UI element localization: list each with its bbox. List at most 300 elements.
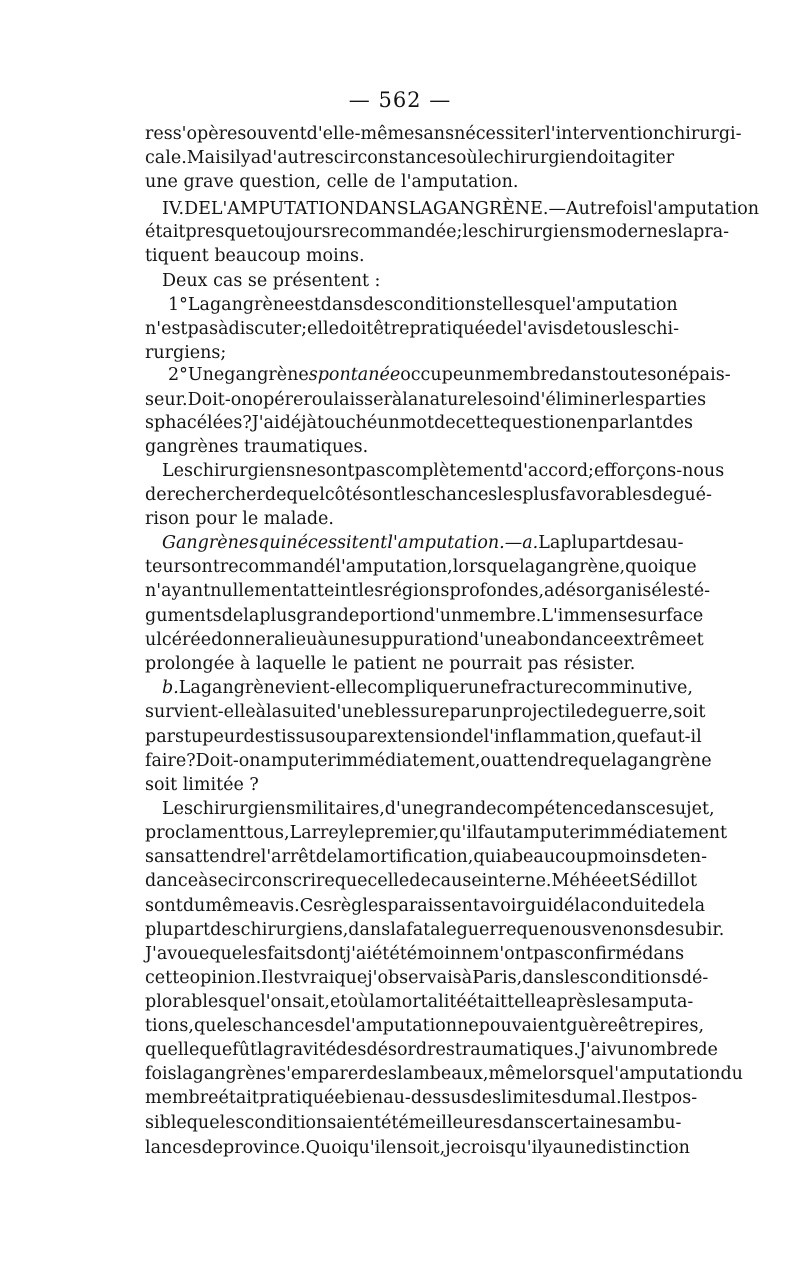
word: que	[186, 1113, 220, 1133]
word: stupeur	[175, 727, 244, 747]
page-number: — 562 —	[348, 88, 452, 112]
text-line	[145, 603, 704, 630]
text-line: rison pour le malade.	[145, 509, 334, 529]
word: tions,	[145, 1016, 194, 1036]
word: abondance	[516, 630, 614, 650]
word: guère	[566, 1016, 618, 1036]
word: pas	[354, 461, 386, 481]
word: d'elle-même	[306, 124, 415, 144]
word: la	[611, 751, 628, 771]
word: ou	[311, 390, 334, 410]
word: presque	[185, 222, 258, 242]
word: y	[542, 1138, 553, 1158]
word: certaines	[543, 1113, 626, 1133]
word: par	[145, 727, 176, 747]
word: de	[315, 847, 338, 867]
word: l'amputation	[608, 1064, 721, 1084]
word: profondes,	[449, 581, 545, 601]
text-line: Deux cas se présentent :	[162, 271, 381, 291]
word: donnera	[211, 630, 285, 650]
word: la	[677, 222, 694, 242]
word: faut	[477, 823, 513, 843]
word: pouvaient	[478, 1016, 567, 1036]
word: sont	[145, 896, 183, 916]
word: sphacélées?	[145, 413, 252, 433]
word: guerre	[456, 920, 517, 940]
word: a	[250, 148, 262, 168]
word: a	[544, 581, 555, 601]
word: de	[651, 485, 674, 505]
word: premier,	[364, 823, 440, 843]
word: du	[182, 896, 206, 916]
word: d'une	[384, 799, 434, 819]
word: occupe	[400, 365, 464, 385]
word: extension	[376, 727, 462, 747]
text-line	[145, 554, 697, 581]
word: suite	[282, 702, 326, 722]
text-line	[145, 868, 698, 895]
word: désorganisé	[554, 581, 662, 601]
word: blessure	[374, 702, 450, 722]
word: sait,	[292, 992, 330, 1012]
word: Mais	[186, 148, 230, 168]
word: chances	[251, 1016, 324, 1036]
word: qu'il	[439, 823, 478, 843]
word: circonstances	[333, 148, 456, 168]
word: interne.	[481, 871, 552, 891]
word: il	[229, 148, 241, 168]
word: fatale	[406, 920, 457, 940]
word: être	[617, 1016, 654, 1036]
word: sans	[145, 847, 185, 867]
word: les	[595, 992, 621, 1012]
text-line	[145, 941, 685, 968]
word: pires,	[653, 1016, 705, 1036]
word: en	[385, 1138, 408, 1158]
word: que	[209, 944, 243, 964]
text-line	[145, 1061, 743, 1088]
word: compétence	[496, 799, 604, 819]
word: avis.	[259, 896, 300, 916]
text-line	[145, 724, 702, 751]
word: les	[619, 390, 645, 410]
word: dont	[305, 944, 346, 964]
word: suppuration	[360, 630, 468, 650]
word: où	[455, 148, 478, 168]
word: sible	[145, 1113, 187, 1133]
word: sans	[414, 124, 455, 144]
word: Les	[162, 799, 193, 819]
text-line	[145, 1013, 705, 1040]
word: fois	[145, 1064, 177, 1084]
text-line	[145, 917, 725, 944]
word: gangrène	[192, 1064, 278, 1084]
word: soit	[673, 702, 706, 722]
word: que	[516, 920, 550, 940]
word: à	[461, 968, 473, 988]
word: gangrène	[224, 365, 309, 385]
word: compliquer	[367, 678, 468, 698]
word: parties	[644, 390, 707, 410]
word: à	[255, 702, 267, 722]
text-line	[145, 1110, 682, 1137]
word: dans	[522, 968, 565, 988]
word: d'un	[423, 606, 463, 626]
word: par	[346, 727, 377, 747]
word: de	[145, 485, 167, 505]
word: la	[337, 847, 354, 867]
word: qu'il	[504, 1138, 543, 1158]
word: survient-elle	[145, 702, 256, 722]
word: ?	[186, 751, 196, 771]
word: pas	[187, 319, 219, 339]
word: de	[264, 485, 287, 505]
word: des	[210, 920, 241, 940]
word: de	[696, 1040, 718, 1060]
word: gravité	[273, 1040, 336, 1060]
word: se	[208, 871, 228, 891]
word: et	[329, 992, 348, 1012]
word: ou	[480, 751, 503, 771]
word: des	[470, 1088, 502, 1108]
word: j'observais	[367, 968, 462, 988]
word: question	[500, 413, 577, 433]
word: lances	[145, 1138, 202, 1158]
word: de	[653, 920, 676, 940]
word: modernes	[589, 222, 678, 242]
word: ne	[295, 461, 317, 481]
text-line	[145, 219, 730, 246]
word: dans	[348, 920, 391, 940]
word: un	[377, 413, 400, 433]
word: pas	[532, 944, 564, 964]
word: immédiatement,	[335, 751, 481, 771]
word: la	[243, 606, 260, 626]
word: fracture	[500, 678, 573, 698]
word: pratiquée	[258, 1088, 345, 1108]
word: doit	[586, 148, 622, 168]
text-line: rurgiens;	[145, 343, 227, 363]
word: moins	[597, 847, 651, 867]
word: attendre	[184, 847, 261, 867]
word: amputer	[512, 823, 589, 843]
word: dans	[559, 365, 602, 385]
word: son	[647, 365, 679, 385]
word: la	[689, 896, 706, 916]
word: DE	[184, 199, 211, 219]
word: l'amputation,	[335, 557, 453, 577]
word: désordres	[366, 1040, 455, 1060]
word: confirmé	[563, 944, 643, 964]
word: dance	[145, 871, 199, 891]
word: souvent	[237, 124, 307, 144]
word: épais-	[678, 365, 731, 385]
word: faire	[145, 751, 187, 771]
word: pratiquée	[409, 319, 496, 339]
word: plupart	[560, 533, 626, 553]
word: même	[488, 1064, 543, 1084]
word: LA	[408, 199, 433, 219]
word: est	[634, 1088, 661, 1108]
word: l'intervention	[545, 124, 665, 144]
text-line	[145, 820, 728, 847]
word: militaires,	[295, 799, 385, 819]
word: de	[667, 896, 690, 916]
word: déjà	[279, 413, 317, 433]
word: province.	[223, 1138, 306, 1158]
word: membre.	[462, 606, 542, 626]
text-line	[145, 627, 704, 654]
word: traumatiques.	[454, 1040, 579, 1060]
word: la	[176, 1064, 193, 1084]
word: comminutive,	[572, 678, 693, 698]
word: Sédillot	[629, 871, 698, 891]
word: les	[242, 944, 268, 964]
word: tous	[583, 319, 622, 339]
word: agiter	[621, 148, 675, 168]
word: a	[552, 1138, 564, 1158]
word: ont	[191, 557, 220, 577]
word: GANGRÈNE.	[432, 199, 549, 219]
word: au-	[655, 533, 684, 553]
word: pra-	[693, 222, 730, 242]
word: qui	[473, 847, 502, 867]
word: circonscrire	[227, 871, 335, 891]
word: les	[621, 319, 647, 339]
word: distinction	[596, 1138, 690, 1158]
word: de	[323, 1016, 346, 1036]
word: amputa-	[620, 992, 694, 1012]
word: La	[187, 295, 210, 315]
word: cette	[455, 413, 501, 433]
word: subir.	[675, 920, 725, 940]
word: soin	[493, 390, 530, 410]
word: qu'il	[347, 1138, 386, 1158]
word: favorables	[559, 485, 652, 505]
word: conditions	[244, 1113, 337, 1133]
word: par	[449, 702, 480, 722]
word: membre	[485, 365, 560, 385]
word: en	[576, 413, 599, 433]
word: gangrène	[209, 295, 295, 315]
word: beaucoup	[511, 847, 598, 867]
word: les	[462, 222, 488, 242]
word: J'ai	[578, 1040, 607, 1060]
word: les	[400, 485, 426, 505]
word: lieu	[284, 630, 318, 650]
word: —	[504, 533, 523, 553]
word: être	[373, 319, 410, 339]
word: que	[334, 968, 368, 988]
word: l'amputation	[647, 199, 760, 219]
word: chirurgiens,	[240, 920, 349, 940]
word: ne	[457, 1016, 479, 1036]
word: le	[477, 148, 494, 168]
word: ;	[456, 222, 463, 242]
word: où	[347, 992, 370, 1012]
word: L'immense	[541, 606, 638, 626]
word: d'accord	[511, 461, 589, 481]
word: immédiatement	[588, 823, 728, 843]
word: tous,	[246, 823, 290, 843]
word: était	[145, 222, 186, 242]
word: s'emparer	[277, 1064, 367, 1084]
word: discuter;	[228, 319, 308, 339]
word: l'amputation	[565, 295, 678, 315]
word: est	[294, 295, 321, 315]
word: l'avis	[516, 319, 563, 339]
word: extrême	[613, 630, 687, 650]
word: rechercher	[166, 485, 265, 505]
word: plus	[522, 485, 560, 505]
word: à	[218, 319, 229, 339]
word: la	[574, 896, 591, 916]
word: des	[662, 413, 693, 433]
word: toujours	[257, 222, 331, 242]
word: de	[650, 847, 673, 867]
word: chances	[425, 485, 498, 505]
text-line	[145, 844, 708, 871]
word: l'inflammation,	[483, 727, 617, 747]
word: l'amputation	[345, 1016, 458, 1036]
word: d'une	[467, 630, 517, 650]
word: les	[497, 485, 523, 505]
word: mal.	[583, 1088, 622, 1108]
word: sujet,	[665, 799, 715, 819]
word: Paris,	[472, 968, 523, 988]
word: crois	[461, 1138, 505, 1158]
word: ou	[324, 727, 347, 747]
word: J'ai	[251, 413, 280, 433]
word: même	[205, 896, 260, 916]
word: conditions	[393, 295, 486, 315]
word: nature	[418, 390, 478, 410]
word: règles	[332, 896, 388, 916]
word: nécessitent	[286, 533, 388, 553]
word: seur.	[145, 390, 188, 410]
text-line	[145, 121, 742, 148]
word: opérer	[252, 390, 312, 410]
word: atteint	[299, 581, 359, 601]
text-line	[145, 145, 675, 172]
text-line	[168, 362, 731, 389]
word: pos-	[660, 1088, 698, 1108]
word: une	[327, 630, 361, 650]
word: s'opère	[172, 124, 238, 144]
text-line: gangrènes traumatiques.	[145, 437, 369, 457]
word: été	[381, 1113, 409, 1133]
word: quoique	[625, 557, 697, 577]
word: guidé	[524, 896, 575, 916]
word: ten-	[672, 847, 708, 867]
word: doit	[338, 319, 374, 339]
word: teurs	[145, 557, 192, 577]
word: Doit-on	[187, 390, 253, 410]
word: Il	[621, 1088, 635, 1108]
word: La	[178, 678, 201, 698]
word: un	[463, 365, 486, 385]
text-line	[168, 292, 678, 319]
word: plupart	[145, 920, 211, 940]
word: les	[564, 968, 589, 988]
word: nous	[549, 920, 592, 940]
word: de	[409, 871, 431, 891]
word: gangrène	[627, 751, 712, 771]
text-line	[145, 1135, 690, 1162]
word: Les	[162, 461, 193, 481]
text-line: soit limitée ?	[145, 775, 259, 795]
word: cause	[430, 871, 482, 891]
word: té-	[686, 581, 710, 601]
word: régions	[383, 581, 450, 601]
word: la	[266, 702, 283, 722]
word: a.	[522, 533, 539, 553]
word: de	[434, 413, 456, 433]
word: plorables	[145, 992, 228, 1012]
word: sont	[316, 461, 355, 481]
text-line	[162, 796, 715, 823]
word: avoir	[479, 896, 525, 916]
word: dans	[603, 799, 646, 819]
word: grande	[296, 606, 360, 626]
word: les	[661, 581, 687, 601]
word: faut-il	[649, 727, 702, 747]
word: que	[578, 751, 612, 771]
word: mortification,	[353, 847, 474, 867]
word: nombre	[628, 1040, 697, 1060]
word: que	[227, 992, 261, 1012]
text-line	[162, 675, 693, 702]
word: des	[362, 295, 394, 315]
word: été	[371, 944, 400, 964]
word: nécessiter	[454, 124, 546, 144]
word: que	[532, 295, 566, 315]
text-line	[145, 410, 693, 437]
word: la	[257, 1040, 274, 1060]
word: Larrey	[289, 823, 349, 843]
word: opinion.	[189, 968, 262, 988]
word: et	[686, 630, 704, 650]
text-line	[162, 458, 725, 485]
word: ne	[461, 944, 483, 964]
word: dans	[320, 295, 363, 315]
word: le	[348, 823, 365, 843]
word: DANS	[354, 199, 409, 219]
word: au-dessus	[383, 1088, 471, 1108]
word: du	[560, 1088, 584, 1108]
word: nullement	[210, 581, 300, 601]
word: le	[477, 390, 494, 410]
word: un	[479, 702, 502, 722]
word: res	[145, 124, 173, 144]
word: ce	[645, 799, 666, 819]
word: Autrefois	[566, 199, 648, 219]
word: b.	[162, 678, 179, 698]
text-line	[162, 530, 684, 557]
word: conduite	[590, 896, 668, 916]
word: Ces	[299, 896, 333, 916]
word: conditions	[588, 968, 681, 988]
word: membre	[145, 1088, 219, 1108]
word: y	[240, 148, 251, 168]
word: chirurgiens	[192, 799, 296, 819]
word: gangrène	[200, 678, 286, 698]
word: ulcérée	[145, 630, 212, 650]
word: vient-elle	[285, 678, 368, 698]
word: L'AMPUTATION	[210, 199, 355, 219]
word: Méhée	[551, 871, 612, 891]
word: après	[546, 992, 596, 1012]
